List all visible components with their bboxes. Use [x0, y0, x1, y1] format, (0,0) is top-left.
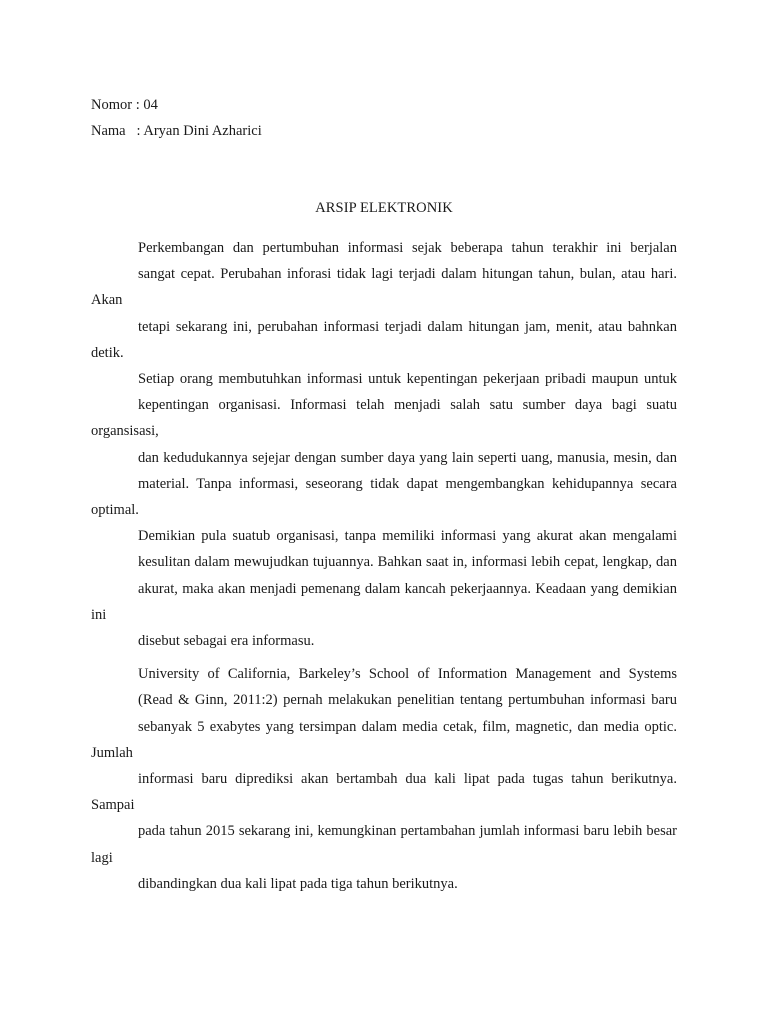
document-body	[91, 235, 677, 897]
text-line: Setiap orang membutuhkan informasi untuk kepentingan pekerjaan pribadi maupun untuk	[138, 371, 677, 388]
document-header	[91, 92, 262, 144]
paragraph-2	[91, 661, 677, 897]
text-line: pada tahun 2015 sekarang ini, kemungkinan pertambahan jumlah informasi baru lebih besar lagi	[91, 823, 677, 866]
nomor-line: Nomor : 04	[91, 97, 158, 113]
paragraph-1	[91, 235, 677, 654]
text-line: University of California, Barkeley’s School of Information Management and Systems	[138, 666, 677, 683]
text-line: kepentingan organisasi. Informasi telah menjadi salah satu sumber daya bagi suatu organsisasi,	[91, 397, 677, 440]
text-line: dan kedudukannya sejejar dengan sumber daya yang lain seperti uang, manusia, mesin, dan	[138, 449, 677, 466]
text-line: informasi baru diprediksi akan bertambah dua kali lipat pada tugas tahun berikutnya. Sampai	[91, 771, 677, 814]
nama-line: Nama : Aryan Dini Azharici	[91, 123, 262, 139]
document-title: ARSIP ELEKTRONIK	[315, 200, 453, 216]
text-line: dibandingkan dua kali lipat pada tiga tahun berikutnya.	[138, 875, 458, 892]
text-line: (Read & Ginn, 2011:2) pernah melakukan penelitian tentang pertumbuhan informasi baru	[138, 692, 677, 709]
text-line: tetapi sekarang ini, perubahan informasi terjadi dalam hitungan jam, menit, atau bahnkan detik.	[91, 318, 677, 361]
text-line: Perkembangan dan pertumbuhan informasi sejak beberapa tahun terakhir ini berjalan	[138, 240, 677, 256]
text-line: sangat cepat. Perubahan inforasi tidak lagi terjadi dalam hitungan tahun, bulan, atau hari. Akan	[91, 266, 677, 309]
text-line: Demikian pula suatub organisasi, tanpa memiliki informasi yang akurat akan mengalami	[138, 528, 677, 545]
text-line: disebut sebagai era informasu.	[138, 633, 315, 650]
text-line: kesulitan dalam mewujudkan tujuannya. Bahkan saat in, informasi lebih cepat, lengkap, dan	[138, 554, 677, 571]
text-line: material. Tanpa informasi, seseorang tidak dapat mengembangkan kehidupannya secara optimal.	[91, 475, 677, 519]
text-line: akurat, maka akan menjadi pemenang dalam kancah pekerjaannya. Keadaan yang demikian ini	[91, 580, 677, 623]
text-line: sebanyak 5 exabytes yang tersimpan dalam media cetak, film, magnetic, dan media optic. Jumlah	[91, 718, 677, 761]
